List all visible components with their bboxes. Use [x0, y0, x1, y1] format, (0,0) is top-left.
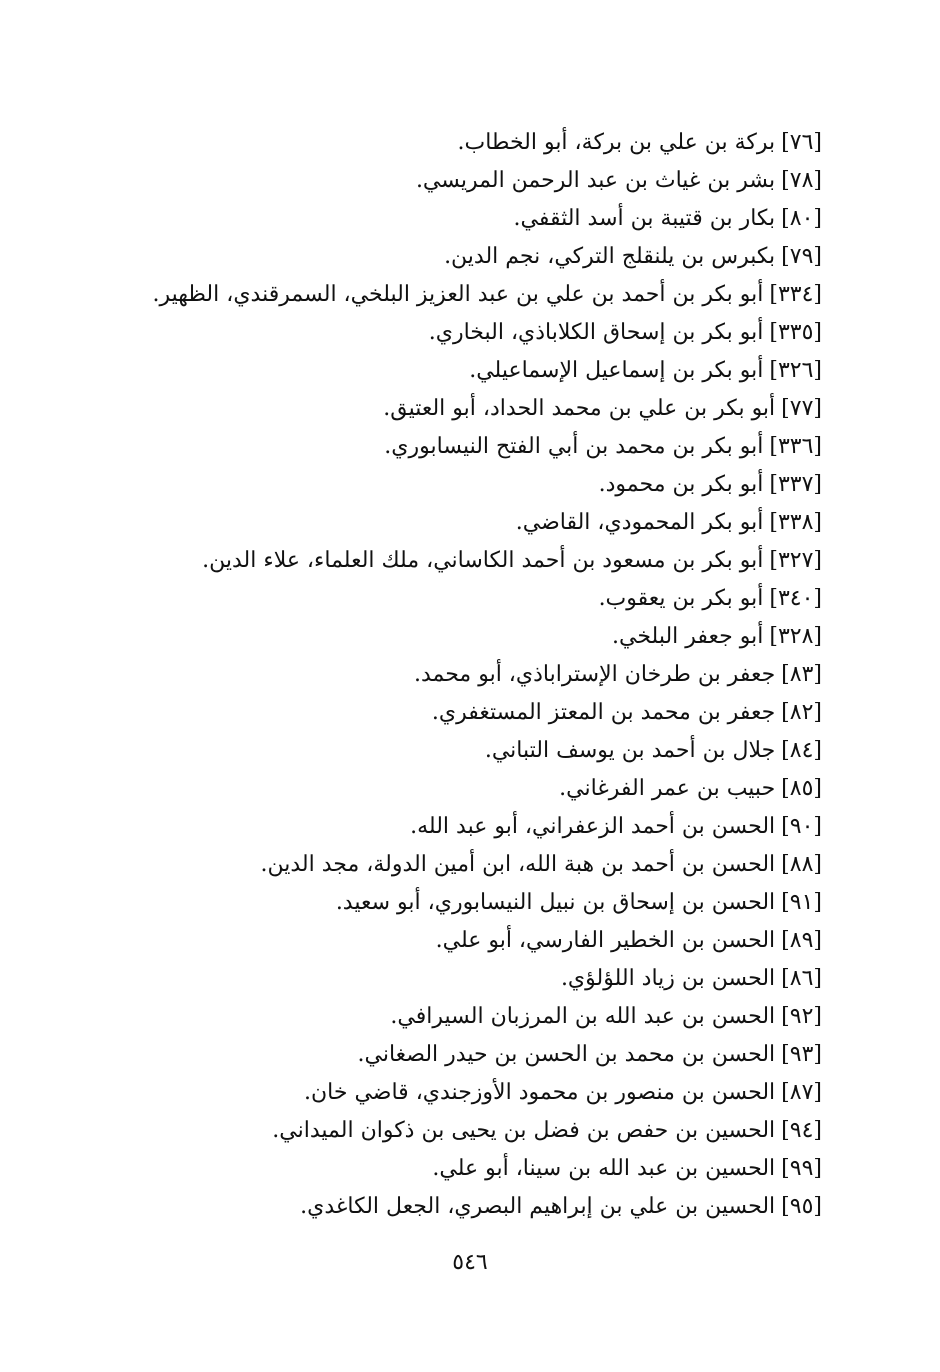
entry-text: الحسين بن حفص بن فضل بن يحيى بن ذكوان الميداني. — [272, 1118, 776, 1143]
entry-number: [٣٣٥] — [769, 320, 822, 345]
entry-number: [٣٣٨] — [769, 510, 822, 535]
index-entry — [62, 960, 822, 998]
entry-number: [٣٢٧] — [769, 548, 822, 573]
index-entry — [62, 276, 822, 314]
index-entry — [62, 124, 822, 162]
index-entry — [62, 922, 822, 960]
index-entry — [62, 656, 822, 694]
entry-number: [٨٦] — [781, 966, 822, 991]
entry-text: حبيب بن عمر الفرغاني. — [559, 776, 776, 801]
entry-text: الحسن بن زياد اللؤلؤي. — [560, 966, 776, 991]
entry-text: الحسن بن محمد بن الحسن بن حيدر الصغاني. — [357, 1042, 776, 1067]
entry-text: أبو بكر المحمودي، القاضي. — [515, 510, 764, 535]
entry-text: الحسين بن علي بن إبراهيم البصري، الجعل الكاغدي. — [300, 1194, 776, 1219]
index-entry — [62, 732, 822, 770]
entry-number: [٨٨] — [781, 852, 822, 877]
entry-text: جعفر بن محمد بن المعتز المستغفري. — [431, 700, 776, 725]
entry-number: [٩١] — [781, 890, 822, 915]
index-entry — [62, 808, 822, 846]
index-entry — [62, 314, 822, 352]
entry-number: [٣٣٤] — [769, 282, 822, 307]
entry-text: أبو بكر بن مسعود بن أحمد الكاساني، ملك العلماء، علاء الدين. — [202, 548, 764, 573]
entry-text: أبو بكر بن إسحاق الكلاباذي، البخاري. — [428, 320, 764, 345]
index-entry — [62, 1150, 822, 1188]
index-entry — [62, 580, 822, 618]
entry-number: [٩٤] — [781, 1118, 822, 1143]
entry-number: [٨٥] — [781, 776, 822, 801]
entry-number: [٣٣٧] — [769, 472, 822, 497]
index-entry — [62, 542, 822, 580]
entry-text: الحسن بن أحمد بن هبة الله، ابن أمين الدولة، مجد الدين. — [260, 852, 776, 877]
index-entry — [62, 428, 822, 466]
entry-text: الحسن بن أحمد الزعفراني، أبو عبد الله. — [410, 814, 776, 839]
index-entry — [62, 618, 822, 656]
entry-number: [٩٢] — [781, 1004, 822, 1029]
index-entry — [62, 466, 822, 504]
page-number: ٥٤٦ — [452, 1250, 488, 1275]
entry-number: [٨٩] — [781, 928, 822, 953]
index-entry — [62, 846, 822, 884]
entry-number: [٨٧] — [781, 1080, 822, 1105]
entry-number: [٨٠] — [781, 206, 822, 231]
entry-number: [٣٤٠] — [769, 586, 822, 611]
entry-number: [٣٣٦] — [769, 434, 822, 459]
entry-text: أبو بكر بن محمد بن أبي الفتح النيسابوري. — [384, 434, 764, 459]
index-entry — [62, 1036, 822, 1074]
entry-number: [٧٦] — [781, 130, 822, 155]
entry-text: أبو جعفر البلخي. — [612, 624, 764, 649]
index-entry — [62, 1074, 822, 1112]
entry-text: أبو بكر بن يعقوب. — [598, 586, 764, 611]
entry-number: [٨٣] — [781, 662, 822, 687]
index-entry — [62, 200, 822, 238]
entry-number: [٩٥] — [781, 1194, 822, 1219]
index-entry — [62, 504, 822, 542]
entry-text: جعفر بن طرخان الإستراباذي، أبو محمد. — [413, 662, 776, 687]
entry-number: [٩٣] — [781, 1042, 822, 1067]
index-entry — [62, 998, 822, 1036]
index-entry — [62, 1188, 822, 1226]
entry-text: أبو بكر بن علي بن محمد الحداد، أبو العتيق. — [383, 396, 776, 421]
index-entry — [62, 770, 822, 808]
entry-number: [٧٧] — [781, 396, 822, 421]
entry-number: [٩٩] — [781, 1156, 822, 1181]
entry-number: [٨٤] — [781, 738, 822, 763]
entry-text: بركة بن علي بن بركة، أبو الخطاب. — [457, 130, 776, 155]
entry-number: [٩٠] — [781, 814, 822, 839]
index-entry-list — [62, 124, 822, 1226]
entry-number: [٨٢] — [781, 700, 822, 725]
entry-text: الحسن بن منصور بن محمود الأوزجندي، قاضي خان. — [304, 1080, 776, 1105]
index-entry — [62, 162, 822, 200]
index-entry — [62, 390, 822, 428]
entry-text: الحسن بن إسحاق بن نبيل النيسابوري، أبو سعيد. — [335, 890, 776, 915]
entry-text: بكار بن قتيبة بن أسد الثقفي. — [513, 206, 776, 231]
entry-text: أبو بكر بن إسماعيل الإسماعيلي. — [469, 358, 764, 383]
index-entry — [62, 238, 822, 276]
entry-text: الحسين بن عبد الله بن سينا، أبو علي. — [432, 1156, 776, 1181]
entry-text: بكبرس بن يلنقلج التركي، نجم الدين. — [444, 244, 776, 269]
entry-text: الحسن بن الخطير الفارسي، أبو علي. — [435, 928, 776, 953]
entry-number: [٣٢٦] — [769, 358, 822, 383]
entry-text: أبو بكر بن أحمد بن علي بن عبد العزيز البلخي، السمرقندي، الظهير. — [152, 282, 764, 307]
index-entry — [62, 694, 822, 732]
entry-number: [٣٢٨] — [769, 624, 822, 649]
index-entry — [62, 884, 822, 922]
index-entry — [62, 352, 822, 390]
index-entry — [62, 1112, 822, 1150]
entry-text: بشر بن غياث بن عبد الرحمن المريسي. — [415, 168, 776, 193]
entry-number: [٧٨] — [781, 168, 822, 193]
entry-text: الحسن بن عبد الله بن المرزبان السيرافي. — [390, 1004, 776, 1029]
entry-number: [٧٩] — [781, 244, 822, 269]
entry-text: جلال بن أحمد بن يوسف التباني. — [484, 738, 776, 763]
entry-text: أبو بكر بن محمود. — [598, 472, 764, 497]
